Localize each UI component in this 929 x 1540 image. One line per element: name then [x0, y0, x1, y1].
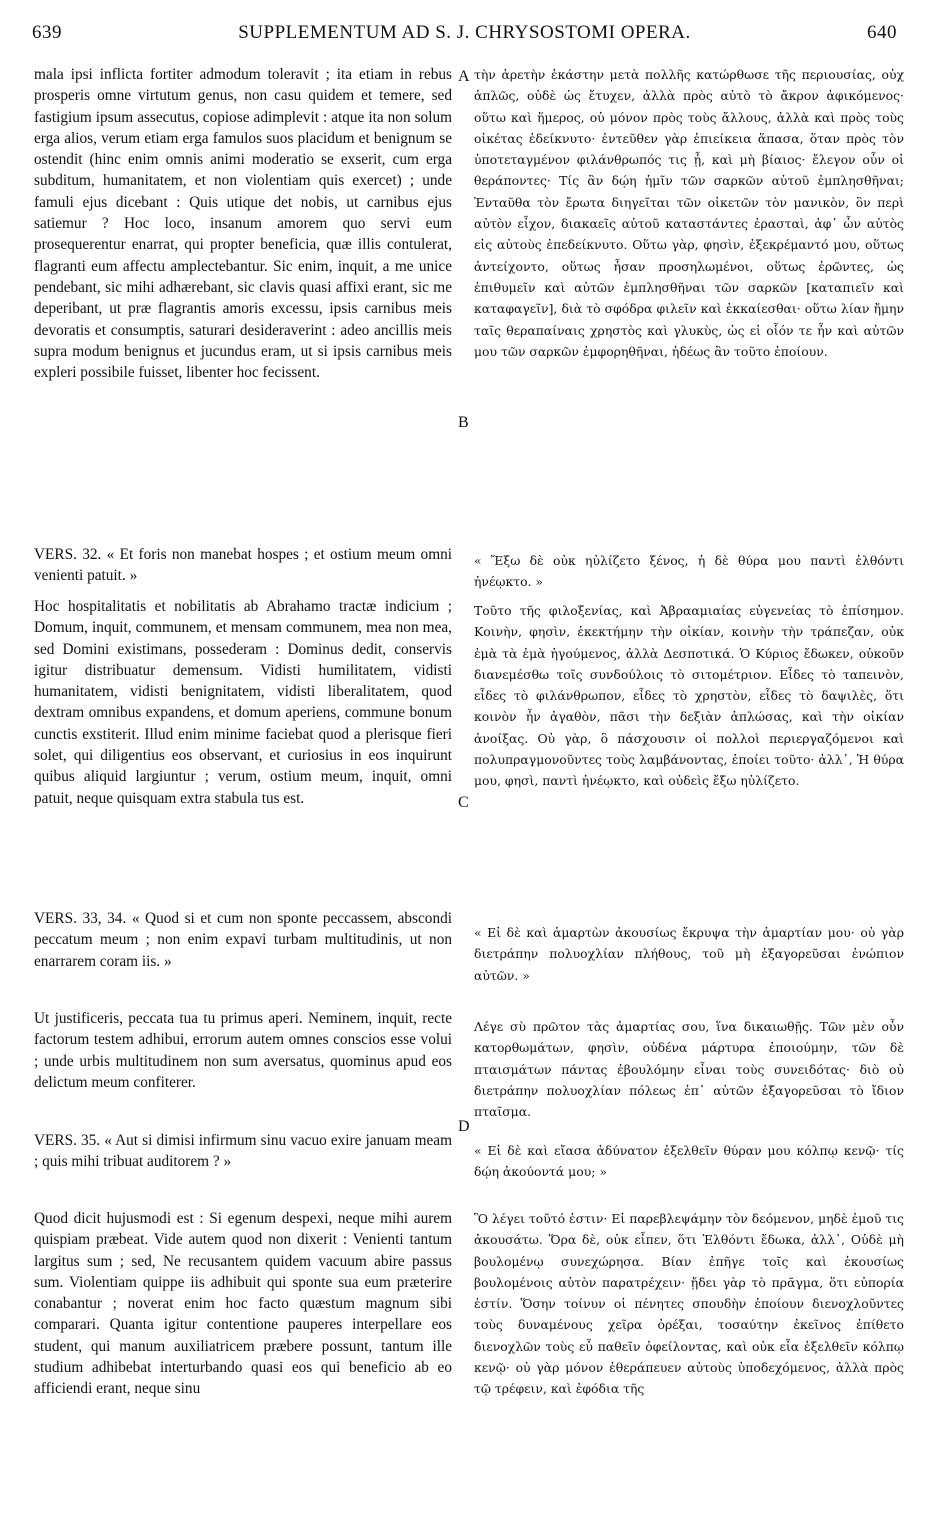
- section-marker-b: B: [458, 414, 469, 431]
- latin-paragraph: Quod dicit hujusmodi est : Si egenum despexi, neque mihi aurem quispiam præbeat. Vide autem quod non dixerit : Venienti tantum largitus sum ; sed, Ne recusantem quidem vacuum abire passus sum. Violentiam quippe iis adhibuit qui sponte sua eum præterire conabantur ; noverat enim hoc facto quæstum magnum sibi comparari. Quanta igitur contentione pauperes interpellare eos student, qui manum auxiliatricem præbere possunt, tantum ille studium adhibebat interturbando quasi eos qui beneficio ab eo afficiendi erant, neque sinu: [34, 1210, 452, 1398]
- greek-paragraph: τὴν ἀρετὴν ἑκάστην μετὰ πολλῆς κατώρθωσε τῆς περιουσίας, οὐχ ἁπλῶς, οὐδὲ ὡς ἔτυχεν, ἀλλὰ πρὸς αὐτὸ τὸ ἄκρον ἀφικόμενος· οὕτω καὶ ἥμερος, οὐ μόνον πρὸς τοὺς ἄλλους, ἀλλὰ καὶ πρὸς τοὺς οἰκέτας ἐδείκνυτο· ἐντεῦθεν γὰρ ἐπιείκεια ἅπασα, ὅταν πρὸς τὸν ὑποτεταγμένον φιλάνθρωπός τις ᾖ, καὶ μὴ βίαιος· ἔλεγον οὖν οἱ θεράποντες· Τίς ἂν δῴη ἡμῖν τῶν σαρκῶν αὐτοῦ ἐμπλησθῆναι; Ἐνταῦθα τὸν ἔρωτα διηγεῖται τῶν οἰκετῶν τὸν μανικὸν, ὃν περὶ αὐτὸν εἶχον, διακαεῖς αὐτοῦ καταστάντες ἐρασταὶ, ἀφ᾽ ὧν αὐτὸς εἰς αὐτοὺς ἐπεδείκνυτο. Οὕτω γὰρ, φησὶν, ἐξεκρέμαντό μου, οὕτως ἀντείχοντο, οὕτως ἦσαν προσηλωμένοι, οὕτως ἐρῶντες, ὡς ἐπιθυμεῖν καὶ αὐτῶν ἐμπλησθῆναι τῶν σαρκῶν [καταπιεῖν καὶ καταφαγεῖν], διὰ τὸ σφόδρα φιλεῖν καὶ ἐκκαίεσθαι· οὕτω λίαν ἤμην ταῖς θεραπαίναις χρηστὸς καὶ γλυκὺς, ὡς εἰ οἷόν τε ἦν καὶ αὐτῶν μου τῶν σαρκῶν ἐμφορηθῆναι, ἡδέως ἂν τοῦτο ἐποίουν.: [474, 67, 904, 359]
- latin-verse-32: VERS. 32. « Et foris non manebat hospes ; et ostium meum omni venienti patuit. »: [34, 546, 452, 585]
- page-number-right: 640: [867, 22, 897, 43]
- greek-column: [474, 64, 904, 1534]
- greek-verse-35: « Εἰ δὲ καὶ εἴασα ἀδύνατον ἐξελθεῖν θύραν μου κόλπῳ κενῷ· τίς δῴη ἀκούοντά μου; »: [474, 1143, 904, 1180]
- section-marker-a: A: [458, 68, 470, 85]
- greek-paragraph: Ὃ λέγει τοῦτό ἐστιν· Εἰ παρεβλεψάμην τὸν δεόμενον, μηδὲ ἐμοῦ τις ἀκουσάτω. Ὅρα δὲ, οὐκ εἶπεν, ὅτι Ἐλθόντι ἔδωκα, ἀλλ᾽, Οὐδὲ μὴ βουλομένῳ συνεχώρησα. Βίαν ἐπῆγε τοῖς καὶ ἑκουσίως βουλομένοις αὐτὸν παρατρέχειν· ᾔδει γὰρ τὸ πρᾶγμα, ὅτι εὐπορία ἐστίν. Ὅσην τοίνυν οἱ πένητες σπουδὴν ἐποίουν διενοχλοῦντες τοὺς δυναμένους χεῖρα ὀρέξαι, τοσαύτην ἐκεῖνος ἐπίθετο διενοχλῶν τοὺς εὖ παθεῖν ὀφείλοντας, καὶ οὐκ εἶα ἐξελθεῖν κόλπῳ κενῷ· οὐ γὰρ μόνον ἐθεράπευεν αὐτοὺς ὑποδεχόμενος, ἀλλὰ πρὸς τῷ τρέφειν, καὶ ἐφόδια τῆς: [474, 1211, 904, 1397]
- section-marker-d: D: [458, 1118, 470, 1135]
- greek-verse-32: « Ἔξω δὲ οὐκ ηὐλίζετο ξένος, ἡ δὲ θύρα μου παντὶ ἐλθόντι ἠνέῳκτο. »: [474, 553, 904, 590]
- latin-verse-33-34: VERS. 33, 34. « Quod si et cum non sponte peccassem, abscondi peccatum meum ; non enim expavi turbam multitudinis, ut non enarrarem coram iis. »: [34, 910, 452, 970]
- section-marker-c: C: [458, 794, 469, 811]
- latin-verse-35: VERS. 35. « Aut si dimisi infirmum sinu vacuo exire januam meam ; quis mihi tribuat auditorem ? »: [34, 1132, 452, 1171]
- page-header: [32, 22, 897, 52]
- greek-paragraph: Λέγε σὺ πρῶτον τὰς ἁμαρτίας σου, ἵνα δικαιωθῇς. Τῶν μὲν οὖν κατορθωμάτων, φησὶν, οὐδένα μάρτυρα ἐποιούμην, τῶν δὲ πταισμάτων πάντας ἐβουλόμην εἶναι τοὺς συνειδότας· διὸ οὐ διετράπην πολυοχλίαν πόλεως ἐπ᾽ αὐτῶν ἐξαγορεῦσαι τὸ ἴδιον πταῖσμα.: [474, 1019, 904, 1120]
- page-number-left: 639: [32, 22, 62, 43]
- running-title: SUPPLEMENTUM AD S. J. CHRYSOSTOMI OPERA.: [238, 22, 691, 43]
- greek-verse-33-34: « Εἰ δὲ καὶ ἁμαρτὼν ἀκουσίως ἔκρυψα τὴν ἁμαρτίαν μου· οὐ γὰρ διετράπην πολυοχλίαν πλήθους, τοῦ μὴ ἐξαγορεῦσαι ἐνώπιον αὐτῶν. »: [474, 925, 904, 983]
- latin-paragraph: mala ipsi inflicta fortiter admodum toleravit ; ita etiam in rebus prosperis omne virtutum genus, non casu quidem et temere, sed fastigium ipsum assecutus, copiose adimplevit : atque ita non solum erga alios, verum etiam erga famulos suos placidum et benignum se ostendit (hinc enim omnis animi moderatio se exserit, cum erga subditum, humanitatem, et non violentiam quis exercet) ; unde famuli ejus dicebant : Quis utique det nobis, ut carnibus ejus satiemur ? Hoc loco, insanum amorem quo servi eum prosequerentur enarrat, qui propter beneficia, quæ illis contulerat, flagranti eum affectu amplectebantur. Sic enim, inquit, a me unice pendebant, sic mihi adhærebant, sic clavis quasi affixi erant, sic me deperibant, ut præ flagrantis amoris excessu, ipsis carnibus meis devoratis et consumptis, saturari desideraverint : adeo ancillis meis supra modum benignus et jucundus eram, ut si ipsis carnibus meis expleri possibile fuisset, libenter hoc fecissent.: [34, 66, 452, 382]
- latin-column: [34, 64, 452, 1534]
- greek-paragraph: Τοῦτο τῆς φιλοξενίας, καὶ Ἀβρααμιαίας εὐγενείας τὸ ἐπίσημον. Κοινὴν, φησὶν, ἐκεκτήμην τὴν οἰκίαν, κοινὴν τὴν τράπεζαν, οὐκ ἐμὰ τὰ ἐμὰ ἡγούμενος, ἀλλὰ Δεσποτικά. Ὁ Κύριος ἔδωκεν, οὐκοῦν διανεμέσθω τοῖς συνδούλοις τὸ σιτομέτριον. Εἶδες τὸ ταπεινὸν, εἶδες τὸ φιλάνθρωπον, εἶδες τὸ χρηστὸν, εἶδες τὸ δαψιλὲς, ὅτι κοινὸν ἦν ἀγαθὸν, πᾶσι τὴν δεξιὰν ἁπλώσας, καὶ τὴν οἰκίαν ἀνοίξας. Οὐ γὰρ, ὃ πάσχουσιν οἱ πολλοὶ περιεργαζόμενοι καὶ πολυπραγμονοῦντες τοὺς λαμβάνοντας, ἐποίει τοῦτο· ἀλλ᾽, Ἡ θύρα μου, φησὶ, παντὶ ἠνέῳκτο, καὶ οὐδεὶς ἔξω ηὐλίζετο.: [474, 603, 904, 789]
- latin-paragraph: Hoc hospitalitatis et nobilitatis ab Abrahamo tractæ indicium ; Domum, inquit, communem, et mensam communem, mea non mea, sed Domini existimans, possederam : Dominus dedit, conservis igitur distribuatur demensum. Vidisti humilitatem, vidisti humanitatem, vidisti benignitatem, vidisti liberalitatem, quod dextram omnibus expandens, et domum aperiens, commune bonum cunctis exstiterit. Illud enim minime faciebat quod a plerisque fieri solet, qui diligentius eos observant, et curiosius in eos inquirunt quibus aliquid largiuntur ; verum, ostium meum, inquit, omni patuit, neque quisquam extra stabula tus est.: [34, 598, 452, 807]
- latin-paragraph: Ut justificeris, peccata tua tu primus aperi. Neminem, inquit, recte factorum testem adhibui, errorum autem omnes conscios esse volui ; unde urbis multitudinem non sum aversatus, quominus apud eos delictum meum confiterer.: [34, 1010, 452, 1091]
